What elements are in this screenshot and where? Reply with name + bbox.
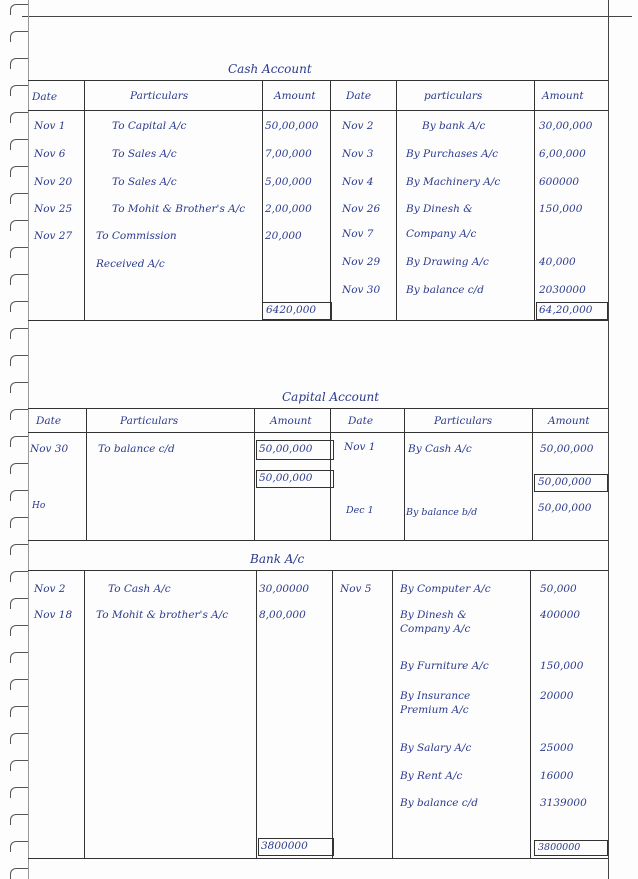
bank-debit-particulars: To Cash A/c xyxy=(108,583,171,595)
spiral-ring xyxy=(10,463,29,474)
cash-debit-particulars: To Sales A/c xyxy=(112,148,177,160)
cash-credit-particulars: By Drawing A/c xyxy=(406,256,489,268)
cash-credit-amount: 600000 xyxy=(539,176,580,188)
cash-debit-amount: 7,00,000 xyxy=(265,148,312,160)
bank-col-rule xyxy=(392,570,393,858)
capital-account-title: Capital Account xyxy=(282,390,380,404)
spiral-ring xyxy=(10,139,29,150)
cash-credit-amount: 40,000 xyxy=(539,256,576,268)
spiral-ring xyxy=(10,598,29,609)
spiral-ring xyxy=(10,112,29,123)
spiral-ring xyxy=(10,409,29,420)
spiral-ring xyxy=(10,706,29,717)
capital-header-date: Date xyxy=(36,415,62,427)
capital-header-date-cr: Date xyxy=(348,415,374,427)
capital-row-date: Nov 30 xyxy=(30,443,69,455)
cash-debit-date: Nov 1 xyxy=(34,120,66,132)
cash-debit-amount: 20,000 xyxy=(265,230,302,242)
bank-credit-particulars: By Rent A/c xyxy=(400,770,463,782)
cash-credit-date: Nov 30 xyxy=(342,284,381,296)
spiral-ring xyxy=(10,652,29,663)
bank-credit-particulars: By Insurance xyxy=(400,690,471,702)
capital-bd-date: Ho xyxy=(32,501,46,511)
spiral-ring xyxy=(10,382,29,393)
spiral-ring xyxy=(10,328,29,339)
spiral-ring xyxy=(10,301,29,312)
bank-credit-amount: 50,000 xyxy=(540,583,577,595)
spiral-ring xyxy=(10,58,29,69)
spiral-ring xyxy=(10,868,29,879)
bank-debit-date: Nov 2 xyxy=(34,583,66,595)
cash-credit-date: Nov 29 xyxy=(342,256,381,268)
spiral-ring xyxy=(10,85,29,96)
bank-credit-particulars: By Salary A/c xyxy=(400,742,472,754)
cash-credit-amount: 2030000 xyxy=(539,284,586,296)
spiral-ring xyxy=(10,814,29,825)
bank-credit-particulars: By Dinesh & xyxy=(400,609,467,621)
capital-bd-camount: 50,00,000 xyxy=(538,502,592,514)
capital-row-camount: 50,00,000 xyxy=(540,443,594,455)
cash-credit-particulars: By bank A/c xyxy=(422,120,486,132)
cash-header-particulars-cr: particulars xyxy=(424,90,483,102)
bank-credit-particulars: Premium A/c xyxy=(400,704,469,716)
cash-header-amount-cr: Amount xyxy=(542,90,584,102)
spiral-ring xyxy=(10,274,29,285)
bank-col-rule xyxy=(84,570,85,858)
cash-debit-date: Nov 6 xyxy=(34,148,66,160)
capital-total-credit: 50,00,000 xyxy=(538,476,592,488)
spiral-ring xyxy=(10,436,29,447)
cash-credit-particulars: By Dinesh & xyxy=(406,203,473,215)
cash-credit-date: Nov 2 xyxy=(342,120,374,132)
bank-credit-particulars: By balance c/d xyxy=(400,797,478,809)
bank-bottom-rule xyxy=(28,858,608,859)
bank-total-debit: 3800000 xyxy=(261,840,308,852)
cash-debit-date: Nov 20 xyxy=(34,176,73,188)
cash-credit-date: Nov 26 xyxy=(342,203,381,215)
cash-credit-particulars: By balance c/d xyxy=(406,284,484,296)
cash-debit-amount: 5,00,000 xyxy=(265,176,312,188)
capital-header-particulars: Particulars xyxy=(120,415,179,427)
spiral-ring xyxy=(10,247,29,258)
bank-credit-amount: 20000 xyxy=(540,690,574,702)
capital-row-cparticulars: By Cash A/c xyxy=(408,443,472,455)
spiral-ring xyxy=(10,517,29,528)
capital-row-particulars: To balance c/d xyxy=(98,443,175,455)
bank-col-rule xyxy=(530,570,531,858)
cash-credit-particulars: By Machinery A/c xyxy=(406,176,501,188)
capital-header-amount-cr: Amount xyxy=(548,415,590,427)
cash-header-amount: Amount xyxy=(274,90,316,102)
cash-credit-amount: 30,00,000 xyxy=(539,120,593,132)
bank-debit-particulars: To Mohit & brother's A/c xyxy=(96,609,229,621)
bank-credit-amount: 16000 xyxy=(540,770,574,782)
cash-credit-date: Nov 3 xyxy=(342,148,374,160)
bank-account xyxy=(28,0,608,879)
spiral-ring xyxy=(10,31,29,42)
spiral-ring xyxy=(10,841,29,852)
bank-debit-date: Nov 18 xyxy=(34,609,73,621)
bank-debit-amount: 30,00000 xyxy=(259,583,310,595)
cash-account-title: Cash Account xyxy=(228,62,312,76)
bank-credit-amount: 400000 xyxy=(540,609,581,621)
cash-credit-particulars: By Purchases A/c xyxy=(406,148,499,160)
capital-row-amount: 50,00,000 xyxy=(259,443,313,455)
bank-credit-particulars: Company A/c xyxy=(400,623,471,635)
cash-debit-amount: 2,00,000 xyxy=(265,203,312,215)
cash-debit-particulars: To Mohit & Brother's A/c xyxy=(112,203,246,215)
cash-debit-date: Nov 25 xyxy=(34,203,73,215)
cash-credit-date: Nov 7 xyxy=(342,228,374,240)
spiral-ring xyxy=(10,193,29,204)
cash-debit-particulars: To Capital A/c xyxy=(112,120,187,132)
capital-bd-cdate: Dec 1 xyxy=(346,505,374,516)
bank-debit-amount: 8,00,000 xyxy=(259,609,306,621)
cash-header-date: Date xyxy=(32,91,58,103)
cash-debit-particulars: To Commission xyxy=(96,230,177,242)
bank-account-title: Bank A/c xyxy=(250,552,305,566)
spiral-ring xyxy=(10,733,29,744)
capital-header-amount: Amount xyxy=(270,415,312,427)
bank-credit-amount: 3139000 xyxy=(540,797,587,809)
bank-total-credit: 3800000 xyxy=(538,842,581,853)
spiral-ring xyxy=(10,760,29,771)
spiral-ring xyxy=(10,4,29,15)
bank-credit-particulars: By Furniture A/c xyxy=(400,660,489,672)
spiral-ring xyxy=(10,490,29,501)
bank-credit-amount: 150,000 xyxy=(540,660,584,672)
cash-debit-particulars: Received A/c xyxy=(96,258,165,270)
right-rule xyxy=(608,0,609,879)
spiral-ring xyxy=(10,571,29,582)
cash-header-particulars: Particulars xyxy=(130,90,189,102)
spiral-ring xyxy=(10,355,29,366)
spiral-ring xyxy=(10,787,29,798)
capital-header-particulars-cr: Particulars xyxy=(434,415,493,427)
bank-col-rule xyxy=(332,570,333,858)
cash-credit-amount: 6,00,000 xyxy=(539,148,586,160)
bank-credit-particulars: By Computer A/c xyxy=(400,583,491,595)
spiral-ring xyxy=(10,166,29,177)
capital-bd-cparticulars: By balance b/d xyxy=(406,507,478,518)
capital-row-cdate: Nov 1 xyxy=(344,441,376,453)
cash-debit-particulars: To Sales A/c xyxy=(112,176,177,188)
capital-total-debit: 50,00,000 xyxy=(259,472,313,484)
cash-credit-particulars: Company A/c xyxy=(406,228,477,240)
spiral-ring xyxy=(10,679,29,690)
cash-total-credit: 64,20,000 xyxy=(539,304,593,316)
cash-debit-date: Nov 27 xyxy=(34,230,73,242)
cash-credit-amount: 150,000 xyxy=(539,203,583,215)
cash-credit-date: Nov 4 xyxy=(342,176,374,188)
bank-credit-date: Nov 5 xyxy=(340,583,372,595)
bank-credit-amount: 25000 xyxy=(540,742,574,754)
bank-top-rule xyxy=(28,570,608,571)
cash-header-date-cr: Date xyxy=(346,90,372,102)
bank-col-rule xyxy=(256,570,257,858)
cash-total-debit: 6420,000 xyxy=(266,304,317,316)
cash-debit-amount: 50,00,000 xyxy=(265,120,319,132)
spiral-ring xyxy=(10,625,29,636)
spiral-ring xyxy=(10,544,29,555)
spiral-ring xyxy=(10,220,29,231)
